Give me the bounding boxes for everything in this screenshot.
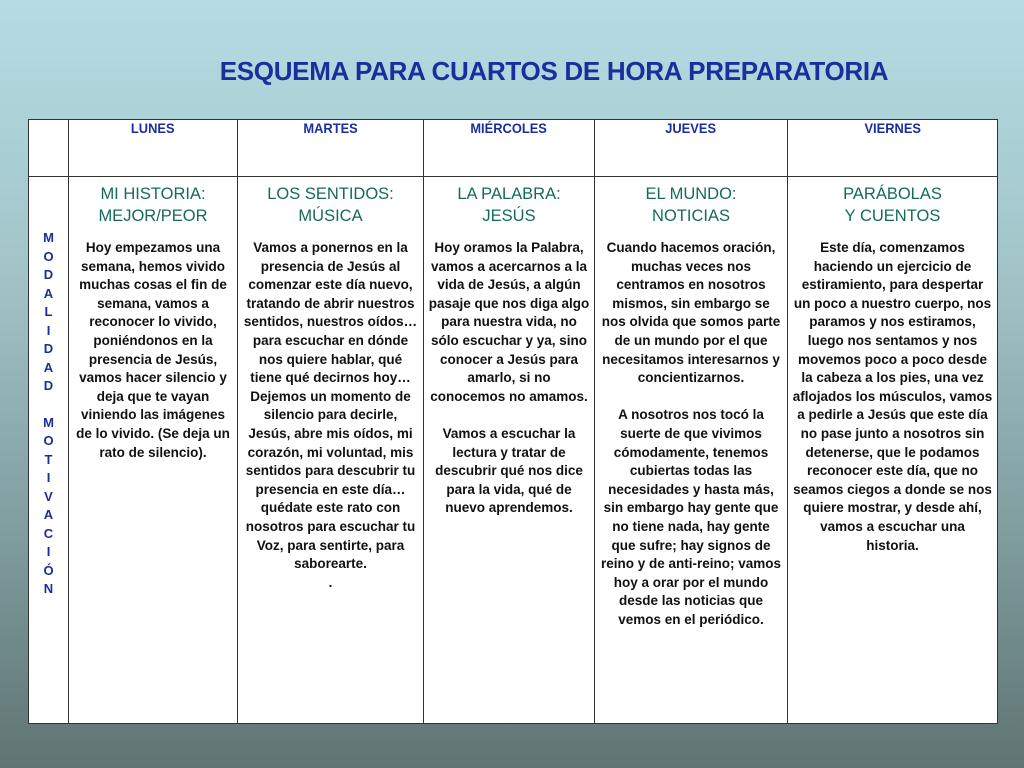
- side-letter: M: [43, 414, 54, 430]
- side-letter: I: [46, 322, 51, 338]
- day-header-tuesday: MARTES: [238, 120, 424, 177]
- cell-tuesday: [238, 177, 424, 724]
- day-header-monday: LUNES: [69, 120, 238, 177]
- cell-monday: [69, 177, 238, 724]
- cell-thursday: [595, 177, 788, 724]
- side-letter: D: [43, 378, 54, 393]
- side-letter: L: [44, 304, 53, 319]
- corner-cell: [29, 120, 69, 177]
- side-letter: C: [43, 525, 54, 541]
- side-letter: N: [43, 581, 54, 596]
- cell-friday: [788, 177, 998, 724]
- side-letter: O: [43, 248, 54, 264]
- cell-body: Cuando hacemos oración, muchas veces nos centramos en nosotros mismos, sin embargo se nos olvida que somos parte de un mundo por el que necesitamos interesarnos y concientizarnos. A nosotros nos tocó la suerte de que vivimos cómodamente, tenemos cubiertas todas las necesidades y hasta más, sin embargo hay gente que no tiene nada, hay gente que sufre; hay signos de reino y de anti-reino; vamos hoy a orar por el mundo desde las noticias que vemos en el periódico.: [600, 240, 782, 627]
- header-row: [29, 120, 998, 177]
- side-letter: O: [43, 433, 54, 448]
- day-header-wednesday: MIÉRCOLES: [424, 120, 595, 177]
- cell-wednesday: [424, 177, 595, 724]
- side-letter: A: [43, 359, 54, 375]
- side-label-modalidad-motivacion: [29, 177, 69, 724]
- cell-heading: PARÁBOLAS Y CUENTOS: [843, 185, 942, 225]
- side-letter: T: [44, 451, 53, 467]
- side-letter: A: [43, 285, 54, 301]
- day-header-thursday: JUEVES: [595, 120, 788, 177]
- cell-heading: EL MUNDO: NOTICIAS: [645, 185, 737, 225]
- side-letter: D: [43, 267, 54, 282]
- side-letter: V: [44, 488, 53, 504]
- side-letter: I: [46, 544, 51, 559]
- side-letter: I: [46, 470, 51, 485]
- cell-body: Hoy empezamos una semana, hemos vivido muchas cosas el fin de semana, vamos a reconocer lo vivido, poniéndonos en la presencia de Jesús, vamos hacer silencio y deja que te vayan viniendo las imágenes de lo vivido. (Se deja un rato de silencio).: [76, 240, 230, 460]
- side-letter: D: [43, 341, 54, 356]
- side-letter: M: [43, 230, 54, 245]
- page-title: ESQUEMA PARA CUARTOS DE HORA PREPARATORIA: [219, 56, 889, 86]
- day-header-friday: VIERNES: [788, 120, 998, 177]
- cell-body: Hoy oramos la Palabra, vamos a acercarnos a la vida de Jesús, a algún pasaje que nos diga algo para nuestra vida, no sólo escuchar y ya, sino conocer a Jesús para amarlo, si no conocemos no amamos. Vamos a escuchar la lectura y tratar de descubrir qué nos dice para la vida, qué de nuevo aprendemos.: [428, 240, 590, 516]
- cell-body: Vamos a ponernos en la presencia de Jesús al comenzar este día nuevo, tratando de abrir nuestros sentidos, nuestros oídos… para escuchar en dónde nos quiere hablar, qué tiene qué decirnos hoy… Dejemos un momento de silencio para decirle, Jesús, abre mis oídos, mi corazón, mi voluntad, mis sentidos para descubrir tu presencia en este día… quédate este rato con nosotros para escuchar tu Voz, para sentirte, para saborearte. .: [243, 240, 418, 590]
- cell-heading: LA PALABRA: JESÚS: [457, 185, 561, 225]
- side-letter: Ó: [43, 562, 54, 578]
- cell-heading: MI HISTORIA: MEJOR/PEOR: [98, 185, 208, 225]
- side-letter: A: [43, 507, 54, 522]
- content-row: [29, 177, 998, 724]
- cell-heading: LOS SENTIDOS: MÚSICA: [267, 185, 394, 225]
- cell-body: Este día, comenzamos haciendo un ejercicio de estiramiento, para despertar un poco a nuestro cuerpo, nos paramos y nos estiramos, luego nos sentamos y nos movemos poco a poco desde la cabeza a los pies, una vez aflojados los músculos, vamos a pedirle a Jesús que este día no pase junto a nosotros sin detenerse, que le podamos reconocer este día, que no seamos ciegos a donde se nos quiere mostrar, y desde ahí, vamos a escuchar una historia.: [792, 240, 993, 553]
- schedule-table: [28, 119, 998, 724]
